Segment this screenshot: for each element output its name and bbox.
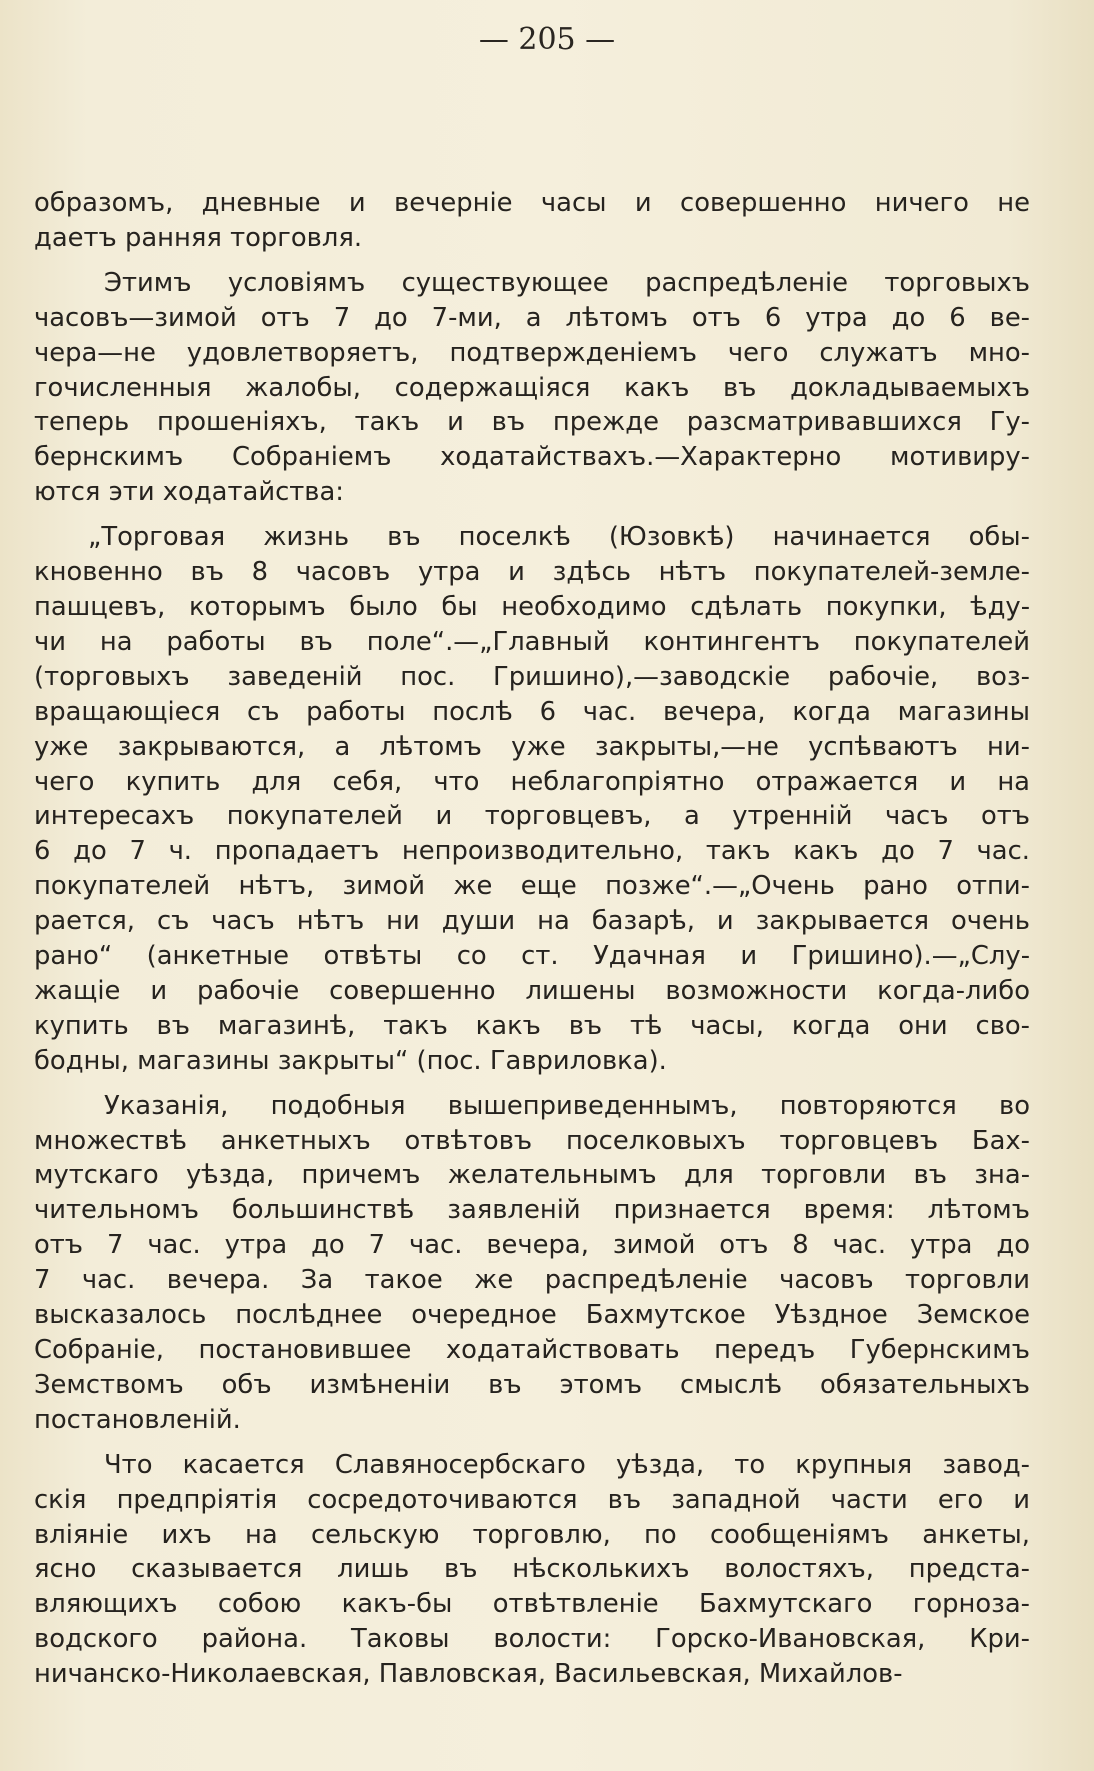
- text-line: чего купить для себя, что неблагопріятно отражается и на: [34, 766, 1030, 797]
- text-line: ничанско-Николаевская, Павловская, Васильевская, Михайлов-: [34, 1659, 903, 1690]
- text-line: множествѣ анкетныхъ отвѣтовъ поселковыхъ торговцевъ Бах-: [34, 1125, 1030, 1156]
- text-line: вліяніе ихъ на сельскую торговлю, по сообщеніямъ анкеты,: [34, 1519, 1030, 1550]
- page-number: — 205 —: [478, 22, 616, 57]
- text-line: рано“ (анкетные отвѣты со ст. Удачная и Гришино).—„Слу-: [34, 941, 1030, 972]
- text-line: мутскаго уѣзда, причемъ желательнымъ для торговли въ зна-: [34, 1160, 1030, 1191]
- text-line: кновенно въ 8 часовъ утра и здѣсь нѣтъ покупателей-земле-: [34, 557, 1030, 588]
- text-line: часовъ—зимой отъ 7 до 7-ми, а лѣтомъ отъ 6 утра до 6 ве-: [34, 302, 1030, 333]
- text-line: теперь прошеніяхъ, такъ и въ прежде разсматривавшихся Гу-: [34, 407, 1030, 438]
- text-line: интересахъ покупателей и торговцевъ, а утренній часъ отъ: [34, 801, 1030, 832]
- text-line: жащіе и рабочіе совершенно лишены возможности когда-либо: [34, 975, 1030, 1006]
- text-line: покупателей нѣтъ, зимой же еще позже“.—„Очень рано отпи-: [34, 871, 1030, 902]
- text-line: чи на работы въ поле“.—„Главный контингентъ покупателей: [34, 626, 1030, 657]
- text-line: ются эти ходатайства:: [34, 477, 345, 508]
- text-line: водского района. Таковы волости: Горско-Ивановская, Кри-: [34, 1624, 1030, 1655]
- text-line: вращающіеся съ работы послѣ 6 час. вечера, когда магазины: [34, 696, 1030, 727]
- text-line: пашцевъ, которымъ было бы необходимо сдѣлать покупки, ѣду-: [34, 591, 1030, 622]
- text-line: скія предпріятія сосредоточиваются въ западной части его и: [34, 1484, 1030, 1515]
- paragraph: [34, 1448, 1030, 1692]
- text-line: вляющихъ собою какъ-бы отвѣтвленіе Бахмутскаго горноза-: [34, 1589, 1030, 1620]
- text-line: (торговыхъ заведеній пос. Гришино),—заводскіе рабочіе, воз-: [34, 661, 1030, 692]
- body-text: [34, 186, 1030, 1702]
- text-line: Что касается Славяносербскаго уѣзда, то крупныя завод-: [104, 1449, 1030, 1480]
- text-line: уже закрываются, а лѣтомъ уже закрыты,—не успѣваютъ ни-: [34, 731, 1030, 762]
- text-line: постановленій.: [34, 1404, 241, 1435]
- text-line: Собраніе, постановившее ходатайствовать передъ Губернскимъ: [34, 1335, 1030, 1365]
- text-line: чительномъ большинствѣ заявленій признается время: лѣтомъ: [34, 1195, 1030, 1226]
- text-line: 7 час. вечера. За такое же распредѣленіе часовъ торговли: [34, 1265, 1030, 1296]
- text-line: бернскимъ Собраніемъ ходатайствахъ.—Характерно мотивиру-: [34, 442, 1030, 473]
- paragraph: [34, 520, 1030, 1079]
- text-line: бодны, магазины закрыты“ (пос. Гавриловка).: [34, 1045, 667, 1076]
- text-line: Этимъ условіямъ существующее распредѣленіе торговыхъ: [104, 267, 1030, 298]
- text-line: „Торговая жизнь въ поселкѣ (Юзовкѣ) начинается обы-: [88, 522, 1030, 553]
- paragraph: [34, 266, 1030, 510]
- text-line: чера—не удовлетворяетъ, подтвержденіемъ чего служатъ мно-: [34, 337, 1030, 368]
- text-line: купить въ магазинѣ, такъ какъ въ тѣ часы, когда они сво-: [34, 1010, 1030, 1041]
- text-line: образомъ, дневные и вечерніе часы и совершенно ничего не: [34, 188, 1030, 218]
- text-line: 6 до 7 ч. пропадаетъ непроизводительно, такъ какъ до 7 час.: [34, 836, 1030, 867]
- text-line: гочисленныя жалобы, содержащіяся какъ въ докладываемыхъ: [34, 372, 1030, 403]
- text-line: Земствомъ объ измѣненіи въ этомъ смыслѣ обязательныхъ: [34, 1369, 1030, 1400]
- text-line: отъ 7 час. утра до 7 час. вечера, зимой отъ 8 час. утра до: [34, 1230, 1030, 1261]
- text-line: даетъ ранняя торговля.: [34, 222, 363, 253]
- text-line: Указанія, подобныя вышеприведеннымъ, повторяются во: [104, 1090, 1030, 1121]
- paragraph: [34, 186, 1030, 256]
- paragraph: [34, 1089, 1030, 1438]
- text-line: рается, съ часъ нѣтъ ни души на базарѣ, и закрывается очень: [34, 906, 1030, 937]
- text-line: ясно сказывается лишь въ нѣсколькихъ волостяхъ, предста-: [34, 1554, 1030, 1585]
- text-line: высказалось послѣднее очередное Бахмутское Уѣздное Земское: [34, 1300, 1030, 1331]
